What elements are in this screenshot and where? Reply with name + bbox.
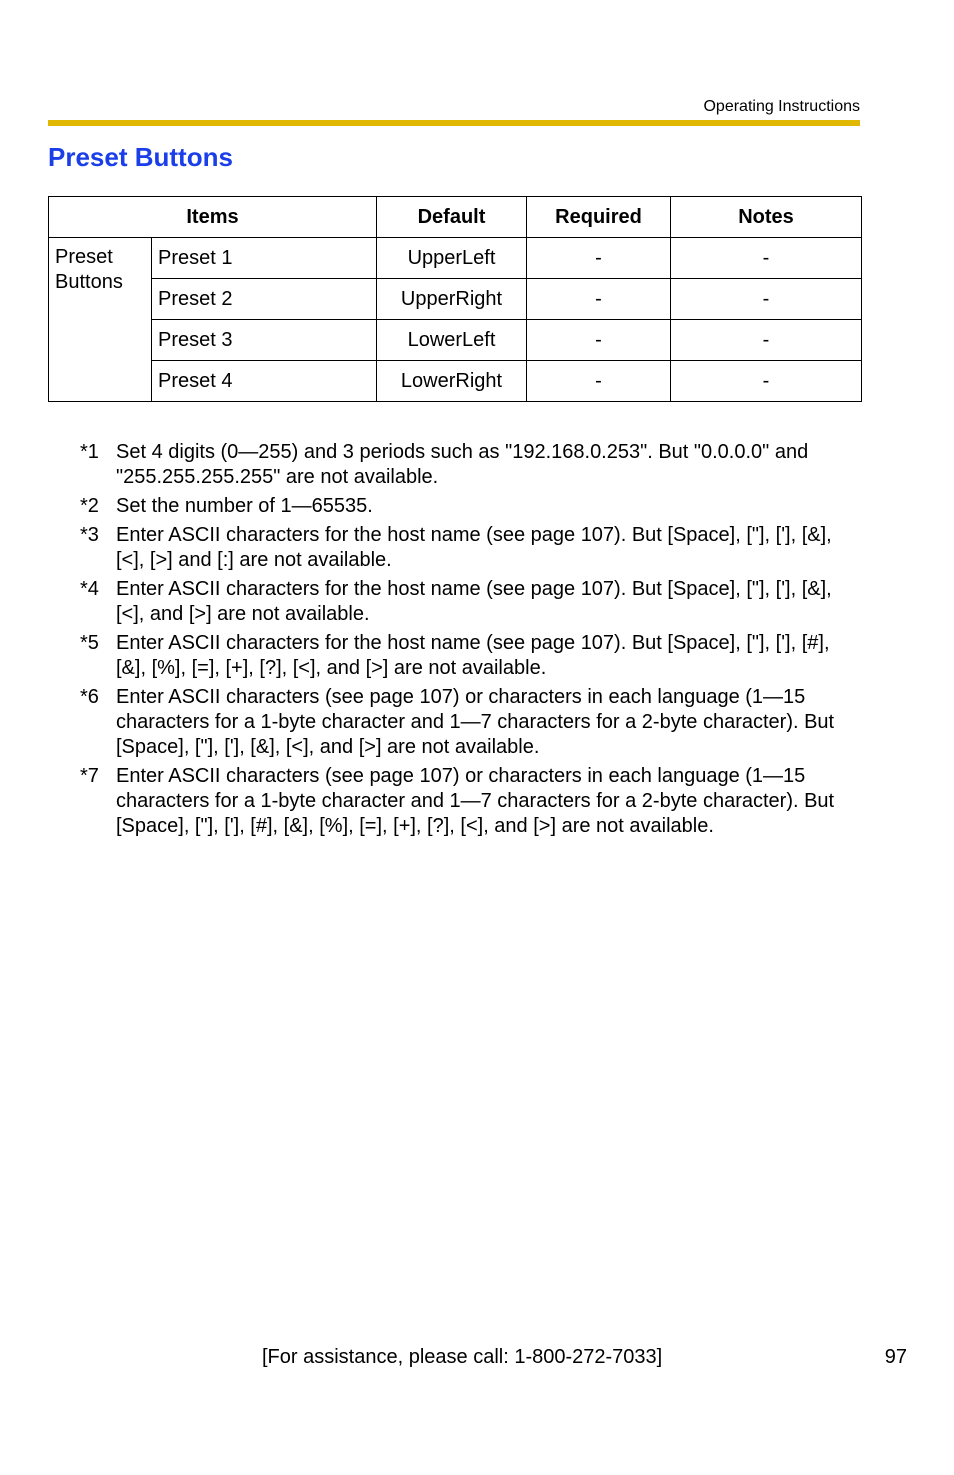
row-default: LowerLeft xyxy=(377,320,527,361)
footnote-item xyxy=(80,685,860,760)
row-required: - xyxy=(527,279,671,320)
footnote-mark: *1 xyxy=(80,441,99,463)
row-item: Preset 2 xyxy=(152,279,377,320)
header-required: Required xyxy=(527,197,671,238)
row-default: UpperRight xyxy=(377,279,527,320)
footnotes-list xyxy=(80,440,860,843)
footnote-text: Enter ASCII characters for the host name (see page 107). But [Space], ["], ['], [&], [<], and [>] are not available. xyxy=(116,578,832,625)
row-default: LowerRight xyxy=(377,361,527,402)
table-row xyxy=(49,279,862,320)
footnote-mark: *7 xyxy=(80,765,99,787)
row-notes: - xyxy=(671,238,862,279)
header-rule xyxy=(48,120,860,126)
table-row xyxy=(49,320,862,361)
footnote-text: Set the number of 1—65535. xyxy=(116,495,373,517)
footnote-mark: *4 xyxy=(80,578,99,600)
footnote-mark: *5 xyxy=(80,632,99,654)
footnote-text: Enter ASCII characters for the host name (see page 107). But [Space], ["], ['], [#], [&], [%], [=], [+], [?], [<], and [>] are not available. xyxy=(116,632,830,679)
footnote-item xyxy=(80,440,860,490)
footnote-mark: *3 xyxy=(80,524,99,546)
section-title: Preset Buttons xyxy=(48,142,233,172)
row-notes: - xyxy=(671,361,862,402)
row-required: - xyxy=(527,238,671,279)
table-row xyxy=(49,361,862,402)
document-header-title: Operating Instructions xyxy=(703,98,860,115)
group-label: Preset Buttons xyxy=(49,238,152,402)
footnote-text: Enter ASCII characters for the host name (see page 107). But [Space], ["], ['], [&], [<], [>] and [:] are not available. xyxy=(116,524,832,571)
table-header-row xyxy=(49,197,862,238)
footnote-mark: *6 xyxy=(80,686,99,708)
row-required: - xyxy=(527,361,671,402)
footnote-text: Set 4 digits (0—255) and 3 periods such as "192.168.0.253". But "0.0.0.0" and "255.255.255.255" are not available. xyxy=(116,441,809,488)
footnote-item xyxy=(80,764,860,839)
footnote-item xyxy=(80,631,860,681)
footnote-text: Enter ASCII characters (see page 107) or characters in each language (1—15 characters for a 1-byte character and 1—7 characters for a 2-byte character). But [Space], ["], ['], [#], [&], [%], [=], [+], [?], [<], and [>] are not available. xyxy=(116,765,835,837)
row-item: Preset 4 xyxy=(152,361,377,402)
row-default: UpperLeft xyxy=(377,238,527,279)
row-notes: - xyxy=(671,320,862,361)
footnote-item xyxy=(80,523,860,573)
header-notes: Notes xyxy=(671,197,862,238)
footnote-mark: *2 xyxy=(80,495,99,517)
header-items: Items xyxy=(49,197,377,238)
footer-assistance: [For assistance, please call: 1-800-272-7033] xyxy=(262,1346,663,1368)
footnote-item xyxy=(80,494,860,519)
footnote-item xyxy=(80,577,860,627)
footnote-text: Enter ASCII characters (see page 107) or characters in each language (1—15 characters for a 1-byte character and 1—7 characters for a 2-byte character). But [Space], ["], ['], [&], [<], and [>] are not available. xyxy=(116,686,835,758)
page-number: 97 xyxy=(884,1346,907,1368)
row-item: Preset 3 xyxy=(152,320,377,361)
row-item: Preset 1 xyxy=(152,238,377,279)
row-notes: - xyxy=(671,279,862,320)
header-default: Default xyxy=(377,197,527,238)
preset-buttons-table xyxy=(48,196,862,402)
row-required: - xyxy=(527,320,671,361)
table-row xyxy=(49,238,862,279)
